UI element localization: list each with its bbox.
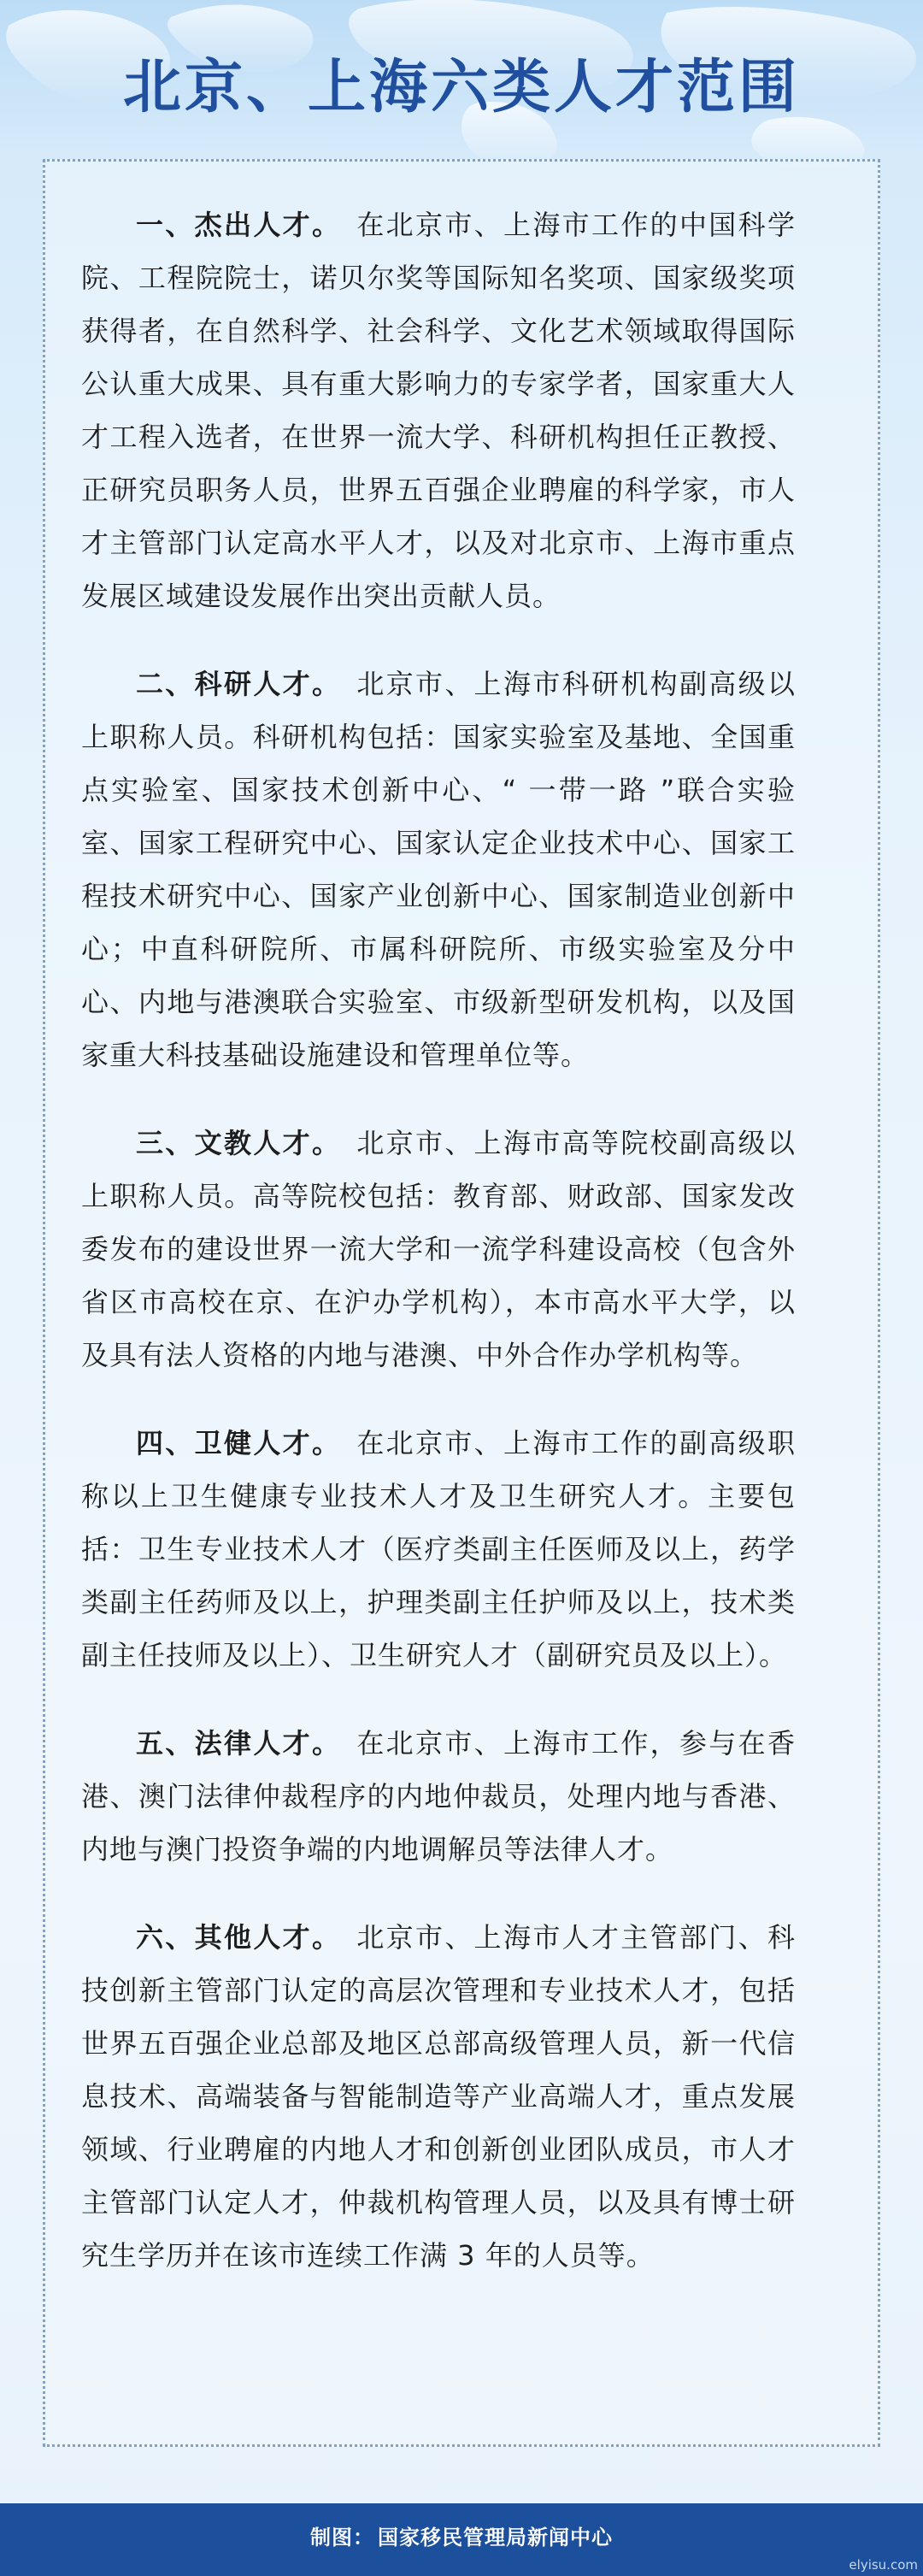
section-heading: 五、法律人才。: [136, 1727, 342, 1760]
section-body: 北京市、上海市人才主管部门、科技创新主管部门认定的高层次管理和专业技术人才，包括世界五百强企业总部及地区总部高级管理人员，新一代信息技术、高端装备与智能制造等产业高端人才，重点发展领域、行业聘雇的内地人才和创新创业团队成员，市人才主管部门认定人才，仲裁机构管理人员，以及具有博士研究生学历并在该市连续工作满 3 年的人员等。: [81, 1921, 796, 2272]
page-title: 北京、上海六类人才范围: [122, 53, 800, 121]
section-body: 在北京市、上海市工作的副高级职称以上卫生健康专业技术人才及卫生研究人才。主要包括：卫生专业技术人才（医疗类副主任医师及以上，药学类副主任药师及以上，护理类副主任护师及以上，技术类副主任技师及以上）、卫生研究人才（副研究员及以上）。: [81, 1427, 796, 1671]
talent-sections: [81, 198, 796, 2317]
image-credit: [0, 2520, 923, 2555]
section-body: 北京市、上海市科研机构副高级以上职称人员。科研机构包括：国家实验室及基地、全国重点实验室、国家技术创新中心、“ 一带一路 ”联合实验室、国家工程研究中心、国家认定企业技术中心、国家工程技术研究中心、国家产业创新中心、国家制造业创新中心；中直科研院所、市属科研院所、市级实验室及分中心、内地与港澳联合实验室、市级新型研发机构，以及国家重大科技基础设施建设和管理单位等。: [81, 668, 796, 1071]
section-body: 在北京市、上海市工作的中国科学院、工程院院士，诺贝尔奖等国际知名奖项、国家级奖项获得者，在自然科学、社会科学、文化艺术领域取得国际公认重大成果、具有重大影响力的专家学者，国家重大人才工程入选者，在世界一流大学、科研机构担任正教授、正研究员职务人员，世界五百强企业聘雇的科学家，市人才主管部门认定高水平人才，以及对北京市、上海市重点发展区域建设发展作出突出贡献人员。: [81, 209, 796, 612]
section-health-talent: [81, 1417, 796, 1682]
section-heading: 二、科研人才。: [136, 668, 342, 700]
credit-source: 国家移民管理局新闻中心: [378, 2526, 613, 2549]
footer-bar: [0, 2503, 923, 2576]
section-heading: 一、杰出人才。: [136, 209, 342, 241]
section-body: 北京市、上海市高等院校副高级以上职称人员。高等院校包括：教育部、财政部、国家发改委发布的建设世界一流大学和一流学科建设高校（包含外省区市高校在京、在沪办学机构），本市高水平大学，以及具有法人资格的内地与港澳、中外合作办学机构等。: [81, 1127, 796, 1371]
section-other-talent: [81, 1911, 796, 2282]
section-education-talent: [81, 1117, 796, 1382]
section-heading: 三、文教人才。: [136, 1127, 342, 1159]
section-body: 在北京市、上海市工作，参与在香港、澳门法律仲裁程序的内地仲裁员，处理内地与香港、内地与澳门投资争端的内地调解员等法律人才。: [81, 1727, 796, 1866]
section-legal-talent: [81, 1717, 796, 1876]
section-heading: 六、其他人才。: [136, 1921, 342, 1954]
section-outstanding-talent: [81, 198, 796, 622]
section-research-talent: [81, 657, 796, 1082]
site-watermark: elyisu.com: [849, 2557, 918, 2573]
credit-label: 制图：: [310, 2526, 374, 2549]
section-heading: 四、卫健人才。: [136, 1427, 342, 1459]
